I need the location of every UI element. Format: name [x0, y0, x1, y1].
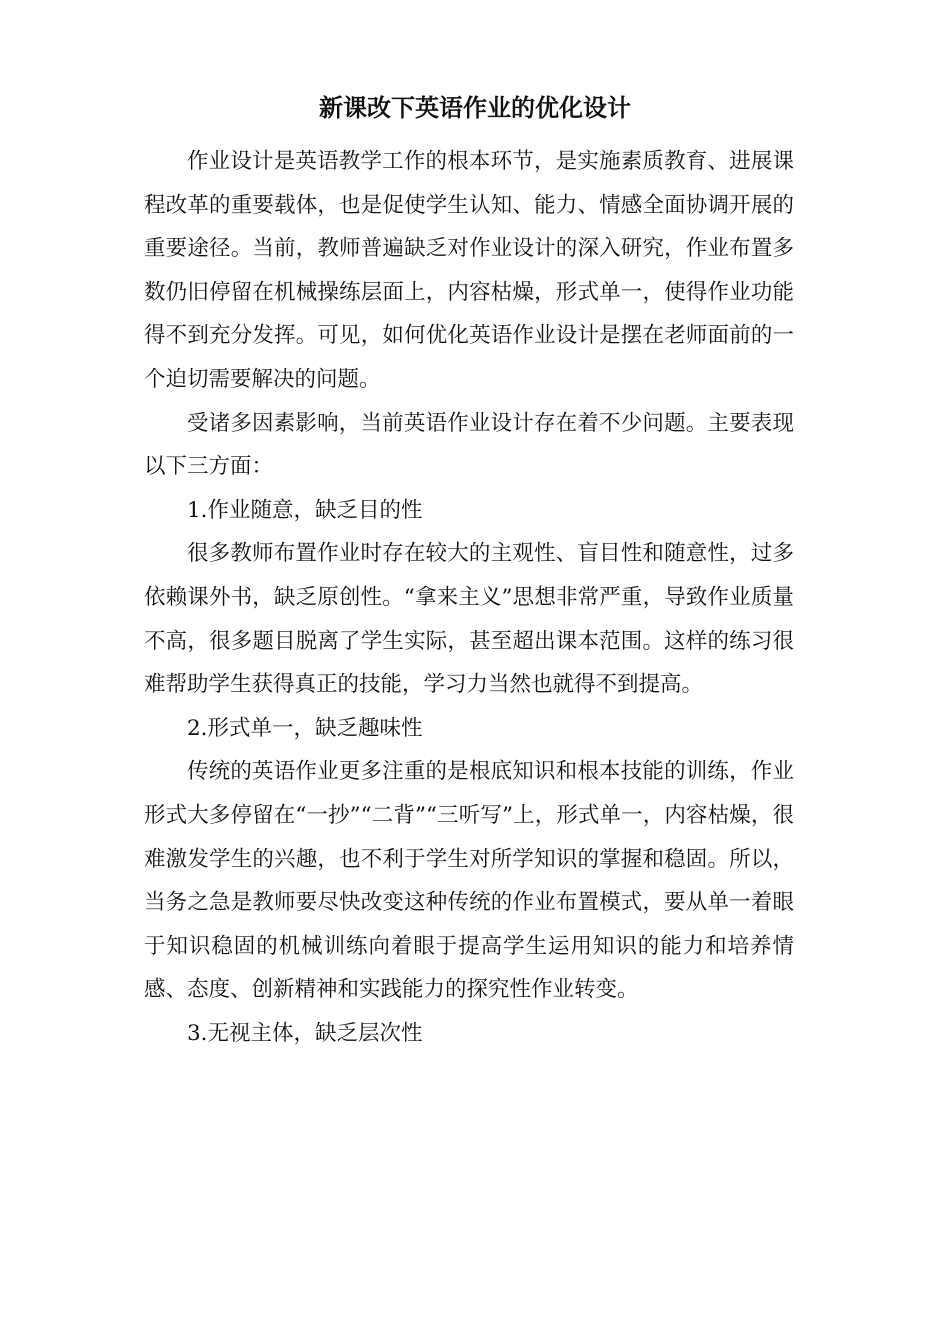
paragraph-section-2: 传统的英语作业更多注重的是根底知识和根本技能的训练，作业形式大多停留在“一抄”“二背”“三听写”上，形式单一，内容枯燥，很难激发学生的兴趣，也不利于学生对所学知识的掌握和稳固。所以，当务之急是教师要尽快改变这种传统的作业布置模式，要从单一着眼于知识稳固的机械训练向着眼于提高学生运用知识的能力和培养情感、态度、创新精神和实践能力的探究性作业转变。: [144, 759, 794, 1003]
paragraph-intro: 作业设计是英语教学工作的根本环节，是实施素质教育、进展课程改革的重要载体，也是促使学生认知、能力、情感全面协调开展的重要途径。当前，教师普遍缺乏对作业设计的深入研究，作业布置多数仍旧停留在机械操练层面上，内容枯燥，形式单一，使得作业功能得不到充分发挥。可见，如何优化英语作业设计是摆在老师面前的一个迫切需要解决的问题。: [144, 149, 794, 392]
document-title: 新课改下英语作业的优化设计: [319, 94, 631, 122]
section-heading-2: 2.形式单一，缺乏趣味性: [187, 715, 423, 741]
paragraph-problems-overview: 受诸多因素影响，当前英语作业设计存在着不少问题。主要表现以下三方面：: [144, 410, 794, 480]
paragraph-section-1: 很多教师布置作业时存在较大的主观性、盲目性和随意性，过多依赖课外书，缺乏原创性。“拿来主义”思想非常严重，导致作业质量不高，很多题目脱离了学生实际，甚至超出课本范围。这样的练习很难帮助学生获得真正的技能，学习力当然也就得不到提高。: [144, 541, 794, 698]
section-heading-1: 1.作业随意，缺乏目的性: [187, 497, 423, 523]
section-heading-3: 3.无视主体，缺乏层次性: [187, 1020, 423, 1046]
document-body: [144, 140, 794, 1055]
